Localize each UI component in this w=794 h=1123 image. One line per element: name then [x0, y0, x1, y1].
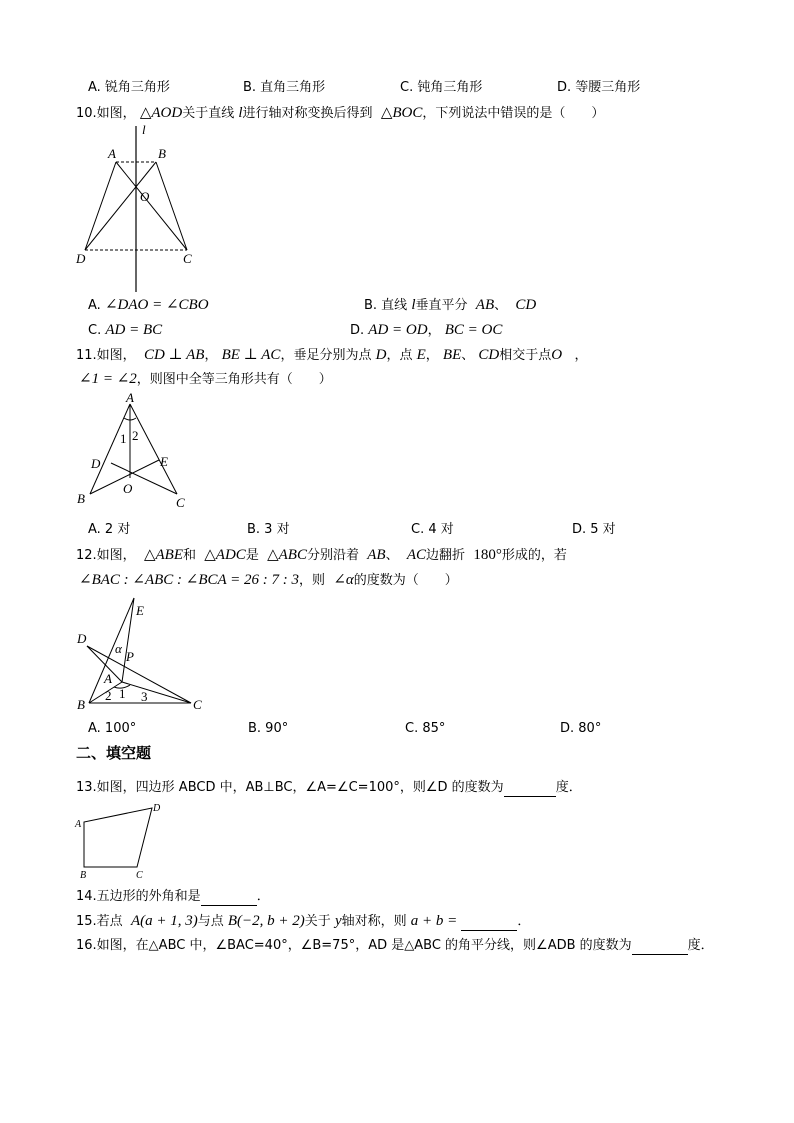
q13-label-d: D: [153, 803, 161, 814]
q12-label-p: P: [126, 649, 134, 664]
q12-option-d: D. 80°: [560, 721, 602, 736]
q10-option-a: A. ∠DAO = ∠CBO: [88, 297, 209, 313]
q12-label-d: D: [77, 631, 87, 646]
q12-figure: [74, 594, 214, 716]
q9-option-a: A. 锐角三角形: [88, 80, 170, 95]
q13-label-c: C: [136, 870, 143, 881]
q11-label-1: 1: [120, 431, 127, 446]
q12-label-c: C: [193, 697, 202, 712]
q11-option-c: C. 4 对: [411, 522, 454, 537]
q12-label-a: A: [104, 671, 112, 686]
q10-label-c: C: [183, 251, 192, 266]
q11-label-2: 2: [132, 428, 139, 443]
q11-option-b: B. 3 对: [247, 522, 290, 537]
q11-option-d: D. 5 对: [572, 522, 616, 537]
q10-figure: [70, 122, 210, 297]
q9-option-d: D. 等腰三角形: [557, 80, 641, 95]
q13-figure: [74, 800, 164, 880]
q12-label-3: 3: [141, 689, 148, 704]
q12-label-alpha: α: [115, 641, 122, 656]
q13-answer-blank[interactable]: [504, 782, 556, 797]
q16-stem: 16.如图，在△ABC 中，∠BAC=40°，∠B=75°，AD 是△ABC 的角平分线，则∠ADB 的度数为 度．: [76, 938, 714, 953]
q11-label-e: E: [160, 454, 168, 469]
q11-option-a: A. 2 对: [88, 522, 131, 537]
q13-label-a: A: [75, 819, 82, 830]
q11-figure: [74, 392, 194, 512]
q10-option-b: B. 直线 l垂直平分 AB、 CD: [364, 297, 537, 313]
q15-answer-blank[interactable]: [461, 916, 517, 931]
q12-label-e: E: [136, 603, 144, 618]
q13-stem: 13.如图，四边形 ABCD 中，AB⊥BC，∠A=∠C=100°，则∠D 的度数为 度．: [76, 780, 582, 795]
q11-label-a: A: [126, 390, 134, 405]
section-heading-fill-in: 二、填空题: [76, 744, 152, 762]
q12-label-b: B: [77, 697, 85, 712]
q12-label-2: 2: [105, 688, 112, 703]
q16-answer-blank[interactable]: [632, 940, 688, 955]
q11-label-c: C: [176, 495, 185, 510]
q12-option-b: B. 90°: [248, 721, 289, 736]
q11-label-o: O: [123, 481, 133, 496]
q9-option-c: C. 钝角三角形: [400, 80, 483, 95]
q10-stem: 10.如图， △AOD关于直线 l进行轴对称变换后得到 △BOC，下列说法中错误的是（ ）: [76, 105, 605, 121]
q14-stem: 14.五边形的外角和是 ．: [76, 889, 270, 904]
q10-label-b: B: [158, 146, 166, 161]
q11-label-d: D: [91, 456, 101, 471]
q11-stem-line2: ∠1 = ∠2，则图中全等三角形共有（ ）: [79, 371, 332, 387]
q12-option-a: A. 100°: [88, 721, 137, 736]
q12-stem-line1: 12.如图， △ABE和 △ADC是 △ABC分别沿着 AB、 AC边翻折 180°形成的，若: [76, 547, 567, 563]
q9-option-b: B. 直角三角形: [243, 80, 326, 95]
q13-label-b: B: [80, 870, 87, 881]
q10-label-o: O: [140, 189, 150, 204]
q15-stem: 15.若点 A(a + 1, 3)与点 B(−2, b + 2)关于 y轴对称，则 a + b = ．: [76, 913, 531, 929]
q10-option-d: D. AD = OD， BC = OC: [350, 322, 503, 338]
q10-label-d: D: [76, 251, 86, 266]
q10-label-l: l: [142, 122, 146, 137]
q14-answer-blank[interactable]: [201, 891, 257, 906]
q12-option-c: C. 85°: [405, 721, 446, 736]
q10-option-c: C. AD = BC: [88, 322, 163, 338]
q10-label-a: A: [108, 146, 116, 161]
q11-label-b: B: [77, 491, 85, 506]
q12-label-1: 1: [119, 686, 126, 701]
q11-stem-line1: 11.如图， CD ⊥ AB， BE ⊥ AC，垂足分别为点 D，点 E， BE、 CD相交于点O ，: [76, 347, 588, 363]
q12-stem-line2: ∠BAC : ∠ABC : ∠BCA = 26 : 7 : 3，则 ∠α的度数为（ ）: [79, 572, 458, 588]
